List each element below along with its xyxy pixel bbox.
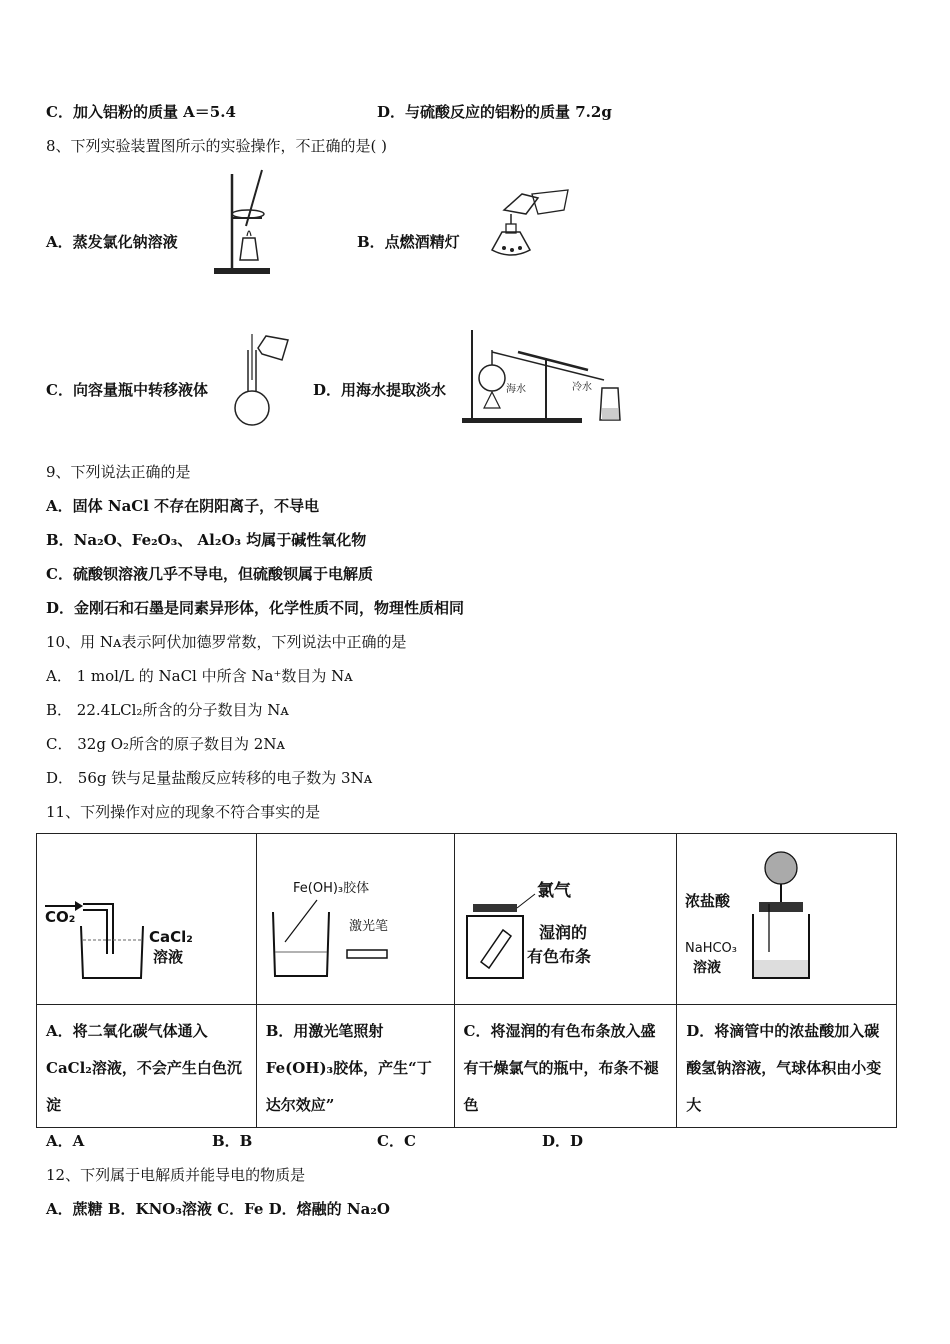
q8-option-c: C．向容量瓶中转移液体: [46, 381, 208, 399]
q11-answer-d: D．D: [542, 1132, 584, 1150]
q9-option-b: B．Na₂O、Fe₂O₃、 Al₂O₃ 均属于碱性氧化物: [46, 531, 367, 549]
laser-pen-label: 激光笔: [348, 919, 388, 934]
q7-option-d: D．与硫酸反应的铝粉的质量 7.2g: [377, 103, 612, 121]
q10-option-c: C． 32g O₂所含的原子数目为 2Nᴀ: [46, 735, 285, 753]
evaporation-apparatus-figure: [210, 168, 272, 278]
q10-option-b: B． 22.4LCl₂所含的分子数目为 Nᴀ: [46, 701, 289, 719]
q11-figure-b: [256, 834, 454, 1005]
q9-option-c: C．硫酸钡溶液几乎不导电，但硫酸钡属于电解质: [46, 565, 373, 583]
q11-stem: 11、下列操作对应的现象不符合事实的是: [46, 803, 321, 821]
q10-option-a: A． 1 mol/L 的 NaCl 中所含 Na⁺数目为 Nᴀ: [46, 667, 353, 685]
nahco3-label: NaHCO₃: [685, 941, 738, 956]
distillation-apparatus-figure: [462, 328, 632, 424]
q9-option-d: D．金刚石和石墨是同素异形体，化学性质不同，物理性质相同: [46, 599, 465, 617]
q11-option-b: B．用激光笔照射 Fe(OH)₃胶体，产生“丁达尔效应”: [256, 1005, 454, 1128]
seawater-label: 海水: [506, 384, 526, 395]
conc-hcl-label: 浓盐酸: [685, 892, 731, 910]
q11-figure-d: [677, 834, 897, 1005]
co2-label: CO₂: [45, 908, 76, 926]
q8-option-d: D．用海水提取淡水: [313, 381, 447, 399]
chlorine-label: 氯气: [536, 881, 571, 901]
q8-stem: 8、下列实验装置图所示的实验操作，不正确的是( ): [46, 137, 388, 155]
cacl2-label: CaCl₂: [149, 928, 193, 946]
volumetric-flask-transfer-figure: [232, 330, 296, 430]
q9-option-a: A．固体 NaCl 不存在阴阳离子，不导电: [46, 497, 320, 515]
q12-stem: 12、下列属于电解质并能导电的物质是: [46, 1166, 306, 1184]
q11-answer-c: C．C: [377, 1132, 416, 1150]
q11-option-c: C．将湿润的有色布条放入盛有干燥氯气的瓶中，布条不褪色: [454, 1005, 677, 1128]
q11-option-d: D．将滴管中的浓盐酸加入碳酸氢钠溶液，气球体积由小变大: [677, 1005, 897, 1128]
q11-option-a: A．将二氧化碳气体通入 CaCl₂溶液，不会产生白色沉淀: [37, 1005, 257, 1128]
fe-oh3-colloid-label: Fe(OH)₃胶体: [292, 881, 369, 896]
q9-stem: 9、下列说法正确的是: [46, 463, 191, 481]
q10-option-d: D． 56g 铁与足量盐酸反应转移的电子数为 3Nᴀ: [46, 769, 373, 787]
coldwater-label: 冷水: [572, 382, 592, 393]
q11-answer-a: A．A: [46, 1132, 85, 1150]
q8-option-b: B．点燃酒精灯: [357, 233, 460, 251]
colored-cloth-label: 有色布条: [526, 947, 591, 966]
q8-option-a: A．蒸发氯化钠溶液: [46, 233, 178, 251]
solution-label-d: 溶液: [693, 960, 722, 976]
q11-figure-a: [37, 834, 257, 1005]
q12-options: A．蔗糖 B．KNO₃溶液 C．Fe D．熔融的 Na₂O: [46, 1200, 390, 1218]
moist-label: 湿润的: [538, 923, 587, 942]
q7-option-c: C．加入铝粉的质量 A＝5.4: [46, 103, 236, 121]
q11-answer-b: B．B: [212, 1132, 253, 1150]
alcohol-lamp-lighting-figure: [482, 188, 572, 268]
solution-label-a: 溶液: [153, 948, 184, 966]
q11-table: [36, 833, 897, 1128]
q11-figure-c: [454, 834, 677, 1005]
q10-stem: 10、用 Nᴀ表示阿伏加德罗常数，下列说法中正确的是: [46, 633, 407, 651]
